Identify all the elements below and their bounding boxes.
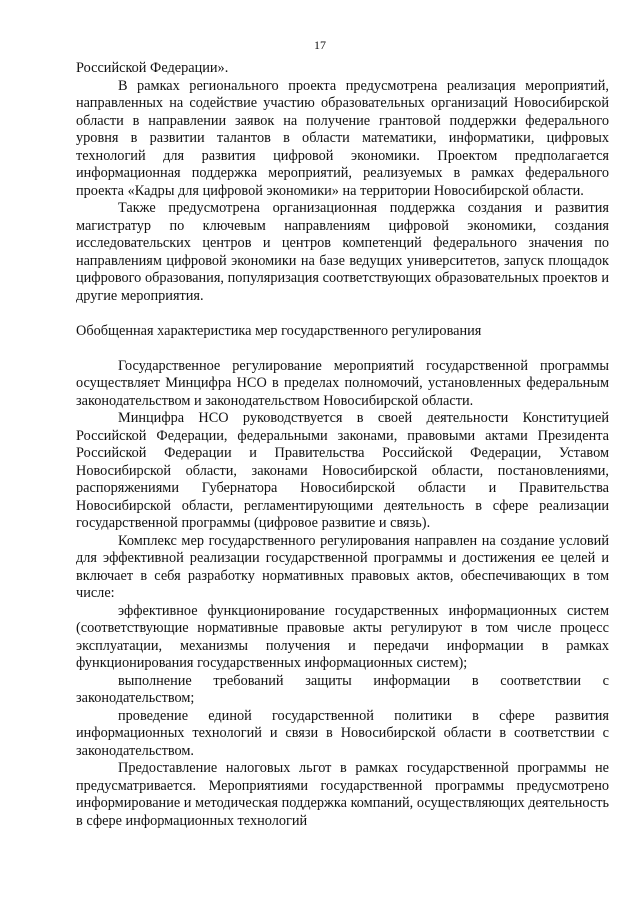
paragraph: Комплекс мер государственного регулирования направлен на создание условий для эффективной реализации государственной программы и достижения ее целей и включает в себя разработку нормативных правовых актов, обеспечивающих в том числе: [76,532,609,601]
page-number: 17 [314,38,326,52]
list-item: выполнение требований защиты информации в соответствии с законодательством; [76,672,609,706]
paragraph: В рамках регионального проекта предусмотрена реализация мероприятий, направленных на содействие участию образовательных организаций Новосибирской области в направлении заявок на получение грантовой поддержки федерального уровня в развитии талантов в области математики, информатики, цифровых технологий для развития цифровой экономики. Проектом предполагается информационная поддержка мероприятий, реализуемых в рамках федерального проекта «Кадры для цифровой экономики» на территории Новосибирской области. [76,77,609,199]
paragraph: Предоставление налоговых льгот в рамках государственной программы не предусматривается. Мероприятиями государственной программы предусмотрено информирование и методическая поддержка компаний, осуществляющих деятельность в сфере информационных технологий [76,760,609,829]
paragraph: Минцифра НСО руководствуется в своей деятельности Конституцией Российской Федерации, федеральными законами, правовыми актами Президента Российской Федерации и Правительства Российской Федерации, Уставом Новосибирской области, законами Новосибирской области, постановлениями, распоряжениями Губернатора Новосибирской области и Правительства Новосибирской области, регламентирующими деятельность в сфере реализации государственной программы (цифровое развитие и связь). [76,410,609,531]
document-body [76,60,609,830]
list-item: проведение единой государственной политики в сфере развития информационных технологий и связи в Новосибирской области в соответствии с законодательством. [76,707,609,759]
list-item: эффективное функционирование государственных информационных систем (соответствующие нормативные правовые акты регулируют в том числе процесс эксплуатации, механизмы получения и передачи информации в рамках функционирования государственных информационных систем); [76,602,609,671]
section-heading: Обобщенная характеристика мер государственного регулирования [76,323,482,339]
paragraph: Российской Федерации». [76,60,229,76]
paragraph: Государственное регулирование мероприятий государственной программы осуществляет Минцифра НСО в пределах полномочий, установленных федеральным законодательством и законодательством Новосибирской области. [76,357,609,409]
paragraph: Также предусмотрена организационная поддержка создания и развития магистратур по ключевым направлениям цифровой экономики, создания исследовательских центров и центров компетенций федерального значения по направлениям цифровой экономики на базе ведущих университетов, запуск площадок цифрового образования, популяризация соответствующих образовательных проектов и другие мероприятия. [76,200,609,304]
